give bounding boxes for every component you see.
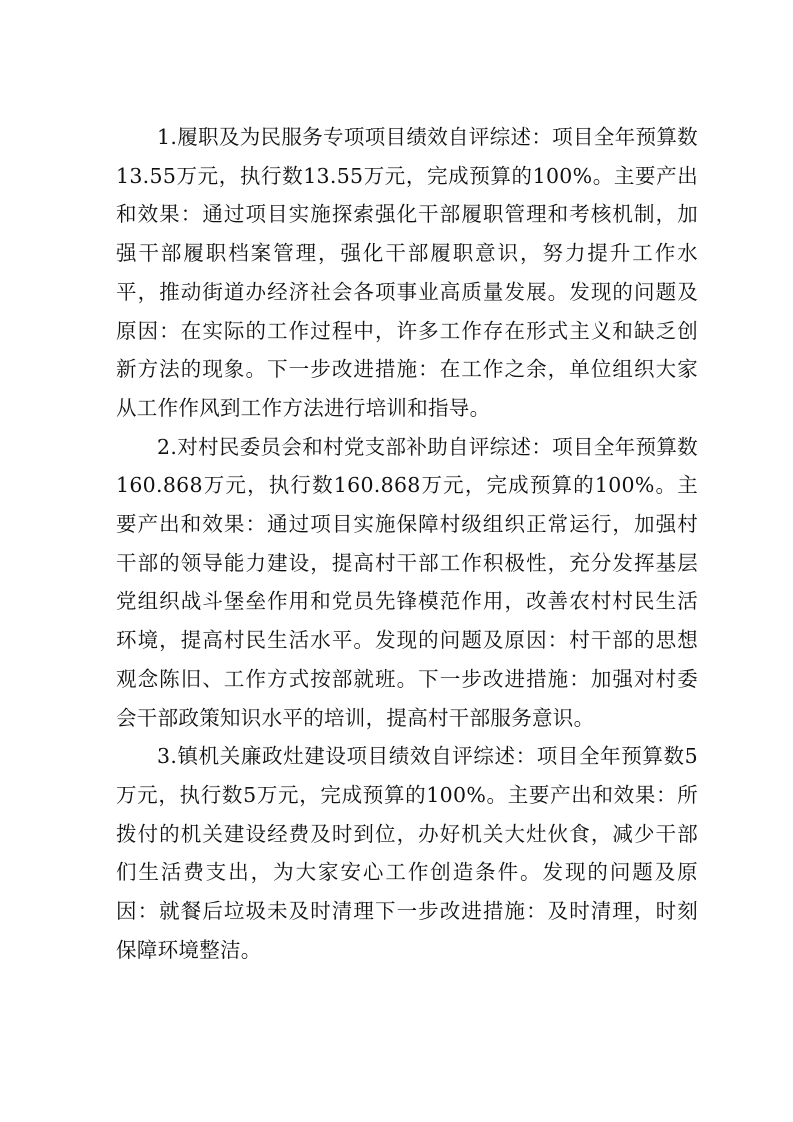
paragraph-1: 1.履职及为民服务专项项目绩效自评综述：项目全年预算数13.55万元，执行数13.55万元，完成预算的100%。主要产出和效果：通过项目实施探索强化干部履职管理和考核机制，加强干部履职档案管理，强化干部履职意识，努力提升工作水平，推动街道办经济社会各项事业高质量发展。发现的问题及原因：在实际的工作过程中，许多工作存在形式主义和缺乏创新方法的现象。下一步改进措施：在工作之余，单位组织大家从工作作风到工作方法进行培训和指导。 (116, 125, 698, 420)
paragraph-3: 3.镇机关廉政灶建设项目绩效自评综述：项目全年预算数5万元，执行数5万元，完成预算的100%。主要产出和效果：所拨付的机关建设经费及时到位，办好机关大灶伙食，减少干部们生活费支出，为大家安心工作创造条件。发现的问题及原因：就餐后垃圾未及时清理下一步改进措施：及时清理，时刻保障环境整洁。 (116, 744, 698, 962)
paragraph-2: 2.对村民委员会和村党支部补助自评综述：项目全年预算数160.868万元，执行数160.868万元，完成预算的100%。主要产出和效果：通过项目实施保障村级组织正常运行，加强村干部的领导能力建设，提高村干部工作积极性，充分发挥基层党组织战斗堡垒作用和党员先锋模范作用，改善农村村民生活环境，提高村民生活水平。发现的问题及原因：村干部的思想观念陈旧、工作方式按部就班。下一步改进措施：加强对村委会干部政策知识水平的培训，提高村干部服务意识。 (116, 434, 698, 730)
document-body (116, 118, 698, 969)
